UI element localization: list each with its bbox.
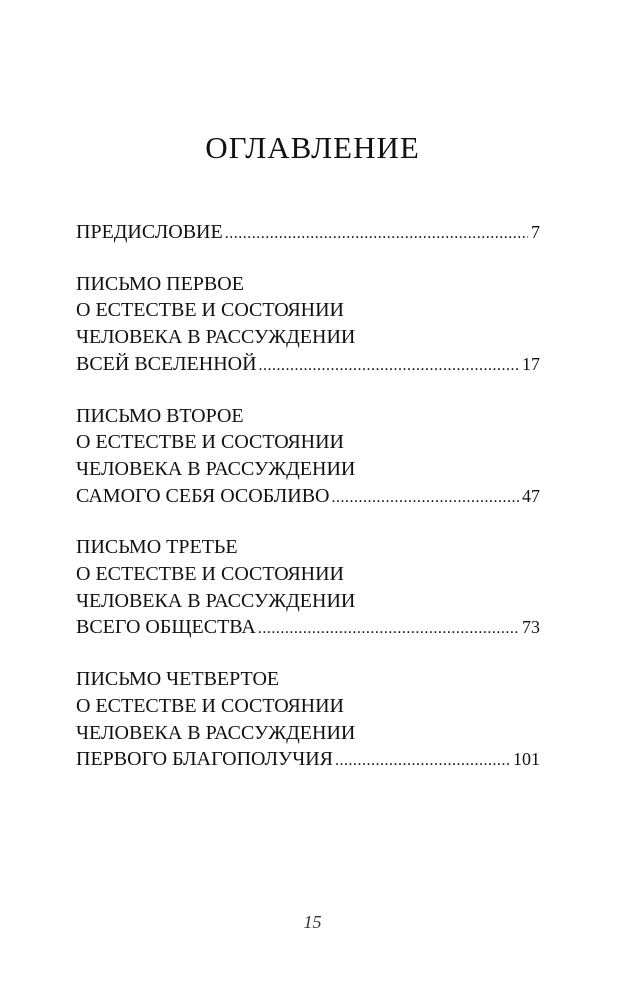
- toc-page-number: 7: [531, 222, 540, 242]
- toc-entry-line: О ЕСТЕСТВЕ И СОСТОЯНИИ: [76, 694, 344, 717]
- toc-entry-letter-1[interactable]: [76, 271, 540, 380]
- toc-entry-title: ВСЕЙ ВСЕЛЕННОЙ: [76, 352, 257, 375]
- toc-entry-line: ПИСЬМО ЧЕТВЕРТОЕ: [76, 668, 280, 691]
- toc-entry-title: ПРЕДИСЛОВИЕ: [76, 221, 223, 243]
- toc-entry-letter-2[interactable]: [76, 403, 540, 512]
- table-of-contents: [76, 219, 540, 798]
- toc-page-number: 17: [522, 353, 540, 374]
- toc-page-number: 101: [513, 749, 540, 770]
- dot-leader: [332, 485, 520, 512]
- toc-entry-preface[interactable]: [76, 219, 540, 248]
- toc-entry-line: О ЕСТЕСТВЕ И СОСТОЯНИИ: [76, 563, 344, 586]
- toc-entry-line: ЧЕЛОВЕКА В РАССУЖДЕНИИ: [76, 589, 356, 612]
- toc-entry-title: ВСЕГО ОБЩЕСТВА: [76, 616, 256, 639]
- dot-leader: [225, 221, 528, 248]
- toc-entry-line: О ЕСТЕСТВЕ И СОСТОЯНИИ: [76, 431, 344, 454]
- toc-entry-line: ПИСЬМО ТРЕТЬЕ: [76, 536, 238, 559]
- toc-entry-title: САМОГО СЕБЯ ОСОБЛИВО: [76, 484, 330, 507]
- toc-entry-line: ПИСЬМО ПЕРВОЕ: [76, 272, 244, 295]
- toc-entry-last-line: [76, 746, 540, 775]
- dot-leader: [335, 748, 510, 775]
- folio-page-number: 15: [303, 912, 322, 932]
- dot-leader: [258, 616, 519, 643]
- toc-entry-last-line: [76, 614, 540, 643]
- toc-entry-last-line: [76, 483, 540, 512]
- toc-entry-line: ЧЕЛОВЕКА В РАССУЖДЕНИИ: [76, 721, 356, 744]
- toc-entry-line: ПИСЬМО ВТОРОЕ: [76, 404, 244, 427]
- toc-entry-line: ЧЕЛОВЕКА В РАССУЖДЕНИИ: [76, 457, 356, 480]
- toc-entry-line: ЧЕЛОВЕКА В РАССУЖДЕНИИ: [76, 326, 356, 349]
- dot-leader: [259, 353, 519, 380]
- toc-entry-letter-3[interactable]: [76, 534, 540, 643]
- toc-page-number: 47: [522, 485, 540, 506]
- toc-entry-line: О ЕСТЕСТВЕ И СОСТОЯНИИ: [76, 299, 344, 322]
- page-title: ОГЛАВЛЕНИЕ: [205, 130, 420, 165]
- toc-page-number: 73: [522, 617, 540, 638]
- toc-entry-title: ПЕРВОГО БЛАГОПОЛУЧИЯ: [76, 748, 333, 771]
- toc-entry-last-line: [76, 351, 540, 380]
- toc-entry-last-line: [76, 219, 540, 248]
- toc-entry-letter-4[interactable]: [76, 666, 540, 775]
